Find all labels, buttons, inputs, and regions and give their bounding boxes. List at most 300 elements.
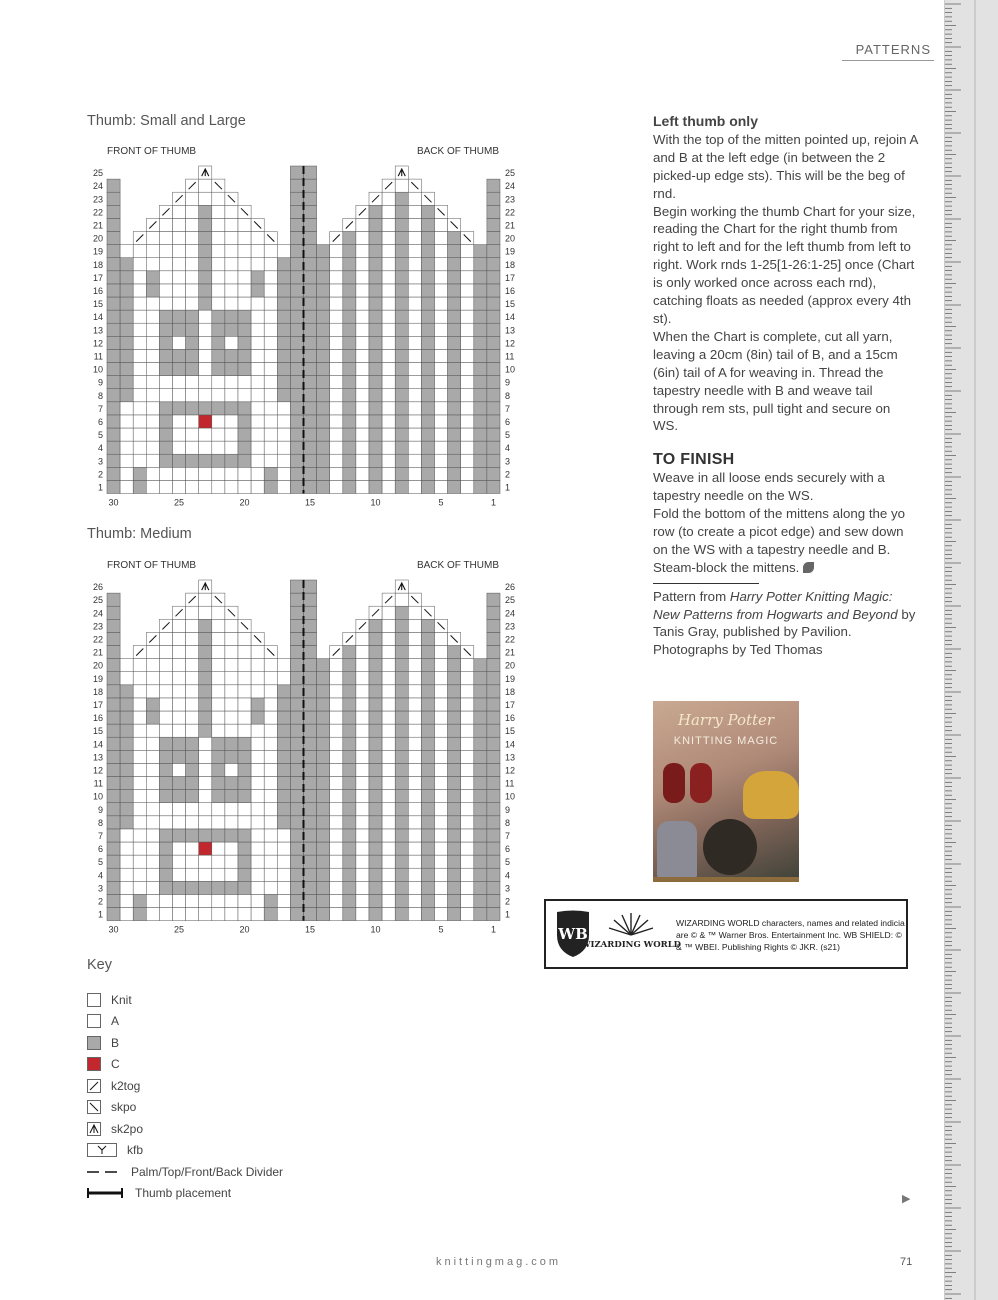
- chart-cell: [304, 467, 317, 480]
- chart-cell: [421, 258, 434, 271]
- chart-cell: [225, 205, 238, 218]
- chart-cell: [487, 606, 500, 619]
- chart-cell: [186, 415, 199, 428]
- key-item: [87, 992, 132, 1007]
- chart-cell: [225, 271, 238, 284]
- credit-prefix: Pattern from: [653, 588, 730, 604]
- chart-cell: [461, 402, 474, 415]
- chart-cell: [421, 711, 434, 724]
- chart-cell: [421, 881, 434, 894]
- chart-cell: [448, 737, 461, 750]
- chart-cell: [421, 376, 434, 389]
- chart-cell: [225, 646, 238, 659]
- chart-cell: [186, 803, 199, 816]
- chart-cell: [395, 349, 408, 362]
- chart-cell: [448, 258, 461, 271]
- chart-cell: [199, 593, 212, 606]
- chart-cell: [382, 816, 395, 829]
- chart-cell: [173, 271, 186, 284]
- chart-cell: [343, 646, 356, 659]
- chart-cell: [251, 816, 264, 829]
- chart-cell: [487, 672, 500, 685]
- row-label-left: 25: [92, 595, 103, 606]
- chart-cell: [120, 323, 133, 336]
- chart-cell: [264, 297, 277, 310]
- chart-cell: [173, 245, 186, 258]
- row-label-left: 6: [97, 417, 103, 427]
- chart-cell: [212, 737, 225, 750]
- chart-cell: [173, 894, 186, 907]
- chart-cell: [421, 205, 434, 218]
- chart-cell: [159, 232, 172, 245]
- key-label: sk2po: [111, 1121, 144, 1136]
- chart-cell: [212, 842, 225, 855]
- chart-cell: [146, 428, 159, 441]
- chart-cell: [107, 868, 120, 881]
- chart-cell: [186, 310, 199, 323]
- row-label-left: 5: [97, 857, 103, 868]
- chart-cell: [225, 763, 238, 776]
- chart-cell: [435, 646, 448, 659]
- chart-cell: [317, 376, 330, 389]
- row-label-left: 20: [92, 233, 103, 244]
- key-swatch-icon: [87, 993, 101, 1007]
- chart-cell: [159, 428, 172, 441]
- chart-cell: [146, 336, 159, 349]
- chart-cell: [382, 790, 395, 803]
- chart-cell: [421, 441, 434, 454]
- chart-cell: [408, 467, 421, 480]
- chart-cell: [408, 881, 421, 894]
- chart-cell: [120, 881, 133, 894]
- chart-cell: [435, 415, 448, 428]
- chart-cell: [395, 816, 408, 829]
- chart-cell: [264, 750, 277, 763]
- chart-cell: [264, 363, 277, 376]
- chart-cell: [474, 415, 487, 428]
- chart-cell: [133, 441, 146, 454]
- chart-cell: [395, 245, 408, 258]
- chart-cell: [395, 711, 408, 724]
- chart-cell: [120, 271, 133, 284]
- chart-cell: [199, 363, 212, 376]
- chart-cell: [395, 363, 408, 376]
- chart-cell: [461, 803, 474, 816]
- row-label-left: 7: [97, 831, 103, 841]
- credit-suffix: by Tanis Gray, published by Pavilion.: [653, 606, 916, 640]
- chart-cell: [107, 454, 120, 467]
- chart-cell: [186, 646, 199, 659]
- chart-cell: [107, 402, 120, 415]
- chart-cell: [133, 816, 146, 829]
- chart-cell: [474, 454, 487, 467]
- chart-cell: [159, 790, 172, 803]
- chart-cell: [330, 659, 343, 672]
- row-label-left: 9: [97, 377, 103, 388]
- row-label-right: 9: [505, 804, 511, 815]
- chart-cell: [474, 829, 487, 842]
- chart-cell: [382, 192, 395, 205]
- chart-cell: [330, 711, 343, 724]
- chart-cell: [264, 271, 277, 284]
- chart-cell: [277, 908, 290, 921]
- chart-cell: [186, 842, 199, 855]
- chart-cell: [173, 646, 186, 659]
- row-label-right: 6: [505, 844, 511, 855]
- chart-cell: [277, 310, 290, 323]
- chart-cell: [343, 724, 356, 737]
- chart-cell: [290, 245, 303, 258]
- chart-cell: [277, 790, 290, 803]
- chart-cell: [251, 908, 264, 921]
- chart-cell: [133, 881, 146, 894]
- chart-cell: [382, 672, 395, 685]
- chart-cell: [251, 389, 264, 402]
- chart-cell: [107, 803, 120, 816]
- chart-cell: [159, 349, 172, 362]
- chart-cell: [107, 593, 120, 606]
- chart-cell: [408, 816, 421, 829]
- chart-cell: [448, 349, 461, 362]
- chart-cell: [487, 336, 500, 349]
- page-number: 71: [900, 1256, 913, 1268]
- chart-cell: [369, 205, 382, 218]
- chart-cell: [435, 284, 448, 297]
- chart-cell: [290, 192, 303, 205]
- chart-cell: [487, 402, 500, 415]
- key-item: [87, 1078, 140, 1093]
- chart-cell: [225, 803, 238, 816]
- chart-cell: [474, 323, 487, 336]
- chart-cell: [408, 245, 421, 258]
- chart-cell: [173, 336, 186, 349]
- chart-cell: [199, 724, 212, 737]
- row-label-left: 5: [97, 430, 103, 441]
- chart-cell: [199, 218, 212, 231]
- chart-cell: [133, 428, 146, 441]
- col-label: 30: [108, 924, 119, 935]
- chart-cell: [238, 790, 251, 803]
- chart-cell: [225, 323, 238, 336]
- chart-cell: [212, 908, 225, 921]
- chart-cell: [382, 908, 395, 921]
- chart-cell: [395, 454, 408, 467]
- chart-cell: [290, 218, 303, 231]
- chart-cell: [474, 868, 487, 881]
- chart-cell: [421, 245, 434, 258]
- chart-cell: [277, 855, 290, 868]
- chart-cell: [356, 467, 369, 480]
- chart-cell: [487, 232, 500, 245]
- chart-cell: [159, 855, 172, 868]
- chart-cell: [421, 297, 434, 310]
- chart-cell: [461, 672, 474, 685]
- chart-cell: [264, 777, 277, 790]
- chart-cell: [330, 454, 343, 467]
- chart-cell: [356, 646, 369, 659]
- chart-cell: [395, 868, 408, 881]
- chart-cell: [251, 245, 264, 258]
- chart-cell: [408, 711, 421, 724]
- chart-cell: [212, 232, 225, 245]
- chart-cell: [304, 829, 317, 842]
- chart-cell: [238, 428, 251, 441]
- chart-cell: [238, 245, 251, 258]
- chart-cell: [343, 402, 356, 415]
- chart-cell: [487, 803, 500, 816]
- row-label-right: 19: [505, 246, 516, 257]
- chart-cell: [356, 790, 369, 803]
- chart-cell: [173, 672, 186, 685]
- chart-cell: [146, 454, 159, 467]
- chart-cell: [238, 763, 251, 776]
- chart-cell: [199, 763, 212, 776]
- chart-cell: [212, 698, 225, 711]
- row-label-right: 23: [505, 194, 516, 205]
- chart-cell: [317, 363, 330, 376]
- chart-cell: [435, 310, 448, 323]
- chart-cell: [408, 908, 421, 921]
- chart-cell: [173, 415, 186, 428]
- chart-cell: [330, 672, 343, 685]
- chart-cell: [212, 363, 225, 376]
- chart-cell: [159, 271, 172, 284]
- chart-cell: [343, 842, 356, 855]
- chart-cell: [421, 632, 434, 645]
- chart-cell: [304, 659, 317, 672]
- chart-cell: [238, 842, 251, 855]
- chart-cell: [461, 467, 474, 480]
- chart-cell: [173, 763, 186, 776]
- chart-cell: [382, 258, 395, 271]
- chart-cell: [461, 323, 474, 336]
- chart-cell: [199, 349, 212, 362]
- chart-cell: [304, 336, 317, 349]
- chart-cell: [421, 829, 434, 842]
- chart-cell: [173, 218, 186, 231]
- chart-cell: [120, 894, 133, 907]
- chart-cell: [448, 750, 461, 763]
- chart-cell: [343, 816, 356, 829]
- cover-hat: [743, 771, 799, 819]
- chart-cell: [173, 868, 186, 881]
- chart-cell: [343, 467, 356, 480]
- chart-cell: [264, 763, 277, 776]
- col-label: 10: [370, 497, 381, 508]
- chart-cell: [120, 480, 133, 493]
- chart-cell: [107, 467, 120, 480]
- chart-cell: [317, 659, 330, 672]
- to-finish-para-3-text: Steam-block the mittens.: [653, 559, 800, 575]
- chart-cell: [304, 750, 317, 763]
- chart-cell: [382, 803, 395, 816]
- chart-cell: [408, 737, 421, 750]
- chart-cell: [474, 297, 487, 310]
- chart-cell: [304, 737, 317, 750]
- chart-cell: [356, 454, 369, 467]
- chart-cell: [382, 777, 395, 790]
- chart-cell: [251, 310, 264, 323]
- chart-cell: [277, 816, 290, 829]
- row-label-right: 11: [505, 351, 515, 362]
- chart-cell: [408, 205, 421, 218]
- chart-cell: [435, 323, 448, 336]
- chart-cell: [330, 441, 343, 454]
- chart-cell: [133, 711, 146, 724]
- chart-cell: [225, 336, 238, 349]
- chart-cell: [369, 454, 382, 467]
- chart-cell: [264, 698, 277, 711]
- chart-cell: [435, 803, 448, 816]
- chart-cell: [461, 908, 474, 921]
- chart-cell: [421, 218, 434, 231]
- chart-cell: [356, 724, 369, 737]
- chart-cell: [317, 868, 330, 881]
- chart-cell: [251, 724, 264, 737]
- chart-cell: [304, 881, 317, 894]
- chart-cell: [382, 842, 395, 855]
- chart-cell: [225, 659, 238, 672]
- chart-cell: [173, 803, 186, 816]
- row-label-right: 10: [505, 791, 516, 802]
- col-label: 25: [174, 924, 185, 935]
- chart-cell: [133, 737, 146, 750]
- chart-cell: [421, 323, 434, 336]
- chart-cell: [186, 737, 199, 750]
- chart-cell: [186, 777, 199, 790]
- chart-cell: [408, 441, 421, 454]
- chart-cell: [186, 724, 199, 737]
- chart-cell: [186, 245, 199, 258]
- chart-cell: [421, 454, 434, 467]
- chart-cell: [369, 349, 382, 362]
- row-label-left: 24: [92, 181, 103, 192]
- chart-cell: [146, 415, 159, 428]
- chart-cell: [448, 790, 461, 803]
- chart-cell: [251, 467, 264, 480]
- chart-cell: [487, 868, 500, 881]
- chart-cell: [186, 480, 199, 493]
- chart-cell: [448, 724, 461, 737]
- chart-cell: [330, 363, 343, 376]
- chart-cell: [212, 454, 225, 467]
- chart-cell: [290, 415, 303, 428]
- chart-cell: [290, 842, 303, 855]
- chart-cell: [408, 855, 421, 868]
- row-label-left: 26: [92, 582, 103, 593]
- chart-cell: [369, 467, 382, 480]
- chart-cell: [199, 480, 212, 493]
- key-title: Key: [87, 957, 112, 973]
- row-label-left: 4: [97, 443, 103, 454]
- chart-cell: [487, 711, 500, 724]
- chart-cell: [448, 323, 461, 336]
- chart-cell: [186, 750, 199, 763]
- chart-cell: [159, 415, 172, 428]
- chart-cell: [343, 349, 356, 362]
- chart-cell: [304, 480, 317, 493]
- chart-cell: [186, 258, 199, 271]
- next-page-icon[interactable]: ▶: [902, 1193, 911, 1205]
- chart-cell: [251, 790, 264, 803]
- chart-cell: [238, 724, 251, 737]
- chart-cell: [435, 297, 448, 310]
- chart-cell: [369, 790, 382, 803]
- chart-cell: [251, 284, 264, 297]
- chart-cell: [238, 737, 251, 750]
- chart-cell: [120, 389, 133, 402]
- chart-cell: [173, 258, 186, 271]
- chart-cell: [225, 349, 238, 362]
- chart-cell: [382, 855, 395, 868]
- row-label-right: 23: [505, 621, 516, 632]
- key-swatch-icon: [87, 1014, 101, 1028]
- chart-cell: [173, 428, 186, 441]
- row-label-right: 18: [505, 686, 516, 697]
- row-label-left: 13: [92, 752, 103, 763]
- chart-cell: [212, 218, 225, 231]
- chart-cell: [225, 415, 238, 428]
- chart-cell: [317, 402, 330, 415]
- chart-cell: [448, 829, 461, 842]
- row-label-left: 22: [92, 207, 103, 218]
- chart-cell: [212, 245, 225, 258]
- chart-cell: [159, 284, 172, 297]
- chart-cell: [421, 402, 434, 415]
- chart-cell: [186, 659, 199, 672]
- chart-cell: [264, 816, 277, 829]
- chart-cell: [343, 829, 356, 842]
- chart-cell: [107, 606, 120, 619]
- chart-cell: [212, 310, 225, 323]
- chart-cell: [343, 415, 356, 428]
- chart-cell: [461, 271, 474, 284]
- chart-cell: [264, 724, 277, 737]
- chart-cell: [199, 711, 212, 724]
- chart-cell: [277, 894, 290, 907]
- chart-cell: [264, 415, 277, 428]
- chart-cell: [330, 284, 343, 297]
- chart-cell: [369, 685, 382, 698]
- chart-cell: [408, 894, 421, 907]
- chart-cell: [173, 376, 186, 389]
- chart-cell: [304, 868, 317, 881]
- chart-cell: [448, 842, 461, 855]
- chart-cell: [290, 323, 303, 336]
- chart-cell: [369, 619, 382, 632]
- chart-cell: [199, 777, 212, 790]
- chart-cell: [474, 672, 487, 685]
- chart-cell: [186, 232, 199, 245]
- chart-cell: [199, 685, 212, 698]
- chart-cell: [133, 855, 146, 868]
- chart-cell: [330, 908, 343, 921]
- chart-cell: [317, 842, 330, 855]
- chart-cell: [382, 763, 395, 776]
- chart-cell: [369, 737, 382, 750]
- chart-cell: [408, 389, 421, 402]
- chart-cell: [199, 698, 212, 711]
- chart-cell: [356, 777, 369, 790]
- chart-cell: [186, 218, 199, 231]
- chart-cell: [356, 908, 369, 921]
- chart-cell: [120, 441, 133, 454]
- chart-cell: [448, 363, 461, 376]
- chart-cell: [251, 777, 264, 790]
- chart-cell: [408, 232, 421, 245]
- back-of-thumb-label: BACK OF THUMB: [416, 146, 499, 157]
- chart-cell: [395, 777, 408, 790]
